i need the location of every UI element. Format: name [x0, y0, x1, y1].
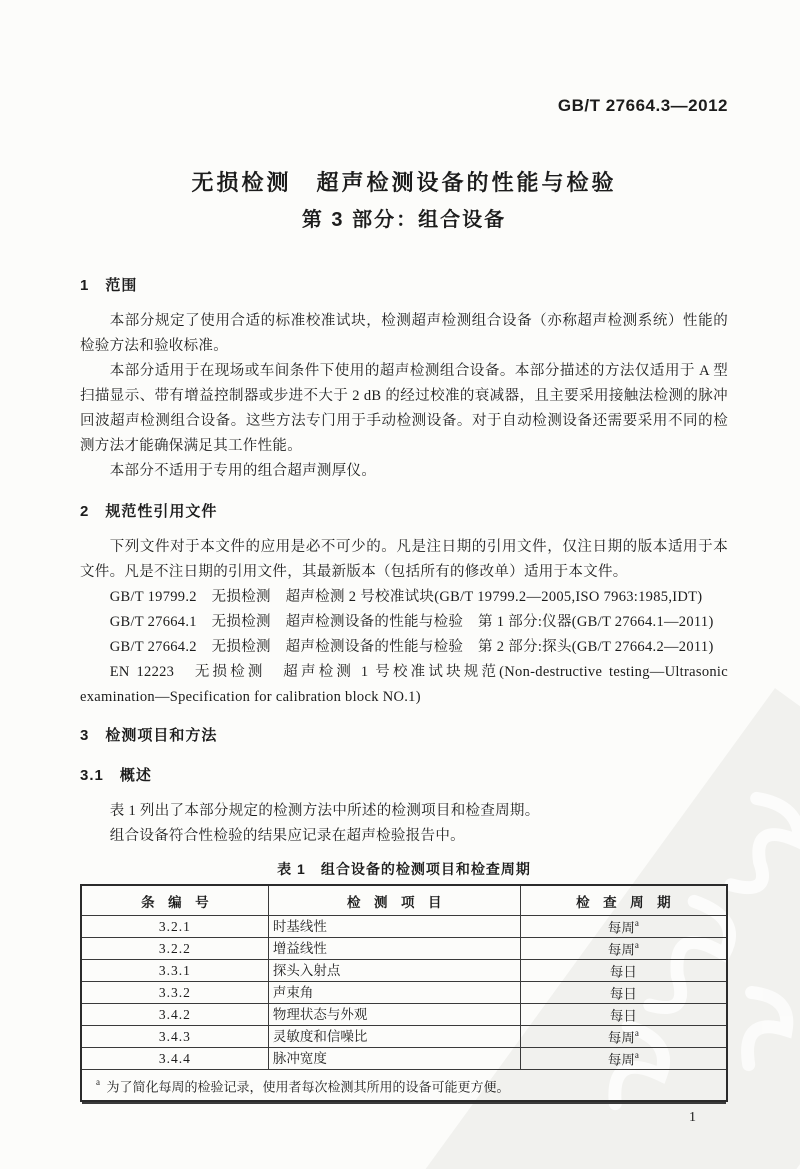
cell-period	[520, 982, 727, 1004]
table-row	[81, 1026, 727, 1048]
cell-period	[520, 960, 727, 982]
section-3-1-paragraph-1: 表 1 列出了本部分规定的检测方法中所述的检测项目和检查周期。	[109, 803, 540, 819]
section-3-1-paragraph-2: 组合设备符合性检验的结果应记录在超声检验报告中。	[109, 828, 465, 844]
footnote-marker: a	[634, 1050, 639, 1061]
section-2-heading: 2 规范性引用文件	[80, 503, 218, 520]
table-row	[81, 916, 727, 938]
table-footnote	[81, 1070, 727, 1102]
cell-clause: 3.3.1	[81, 960, 268, 982]
cell-period	[520, 1004, 727, 1026]
table-row	[81, 1048, 727, 1070]
section-1-paragraph-2: 本部分适用于在现场或车间条件下使用的超声检测组合设备。本部分描述的方法仅适用于 A 型扫描显示、带有增益控制器或步进不大于 2 dB 的经过校准的衰减器，且主要采用接触法检测的脉冲回波超声检测组合设备。这些方法专门用于手动检测设备。对于自动检测设备还需要采用不同的检测方法才能确保满足其工作性能。	[80, 363, 728, 454]
table-row	[81, 938, 727, 960]
footnote-marker: a	[634, 1028, 639, 1039]
table-header-clause: 条 编 号	[81, 885, 268, 916]
footnote-text: 为了简化每周的检验记录，使用者每次检测其所用的设备可能更方便。	[106, 1079, 510, 1095]
table-1-caption: 表 1 组合设备的检测项目和检查周期	[277, 861, 531, 877]
section-1-paragraph-1: 本部分规定了使用合适的标准校准试块，检测超声检测组合设备（亦称超声检测系统）性能的检验方法和验收标准。	[80, 313, 728, 354]
footnote-marker: a	[634, 918, 639, 929]
table-1	[80, 884, 728, 1102]
period-text: 每周	[607, 942, 635, 958]
period-text: 每日	[609, 986, 637, 1002]
reference-item-2: GB/T 27664.1 无损检测 超声检测设备的性能与检验 第 1 部分:仪器(GB/T 27664.1—2011)	[109, 614, 714, 630]
cell-period	[520, 916, 727, 938]
cell-item: 增益线性	[268, 938, 520, 960]
cell-period	[520, 1026, 727, 1048]
cell-period	[520, 938, 727, 960]
document-title-line2: 第 3 部分：组合设备	[301, 209, 507, 231]
table-row	[81, 982, 727, 1004]
reference-item-3: GB/T 27664.2 无损检测 超声检测设备的性能与检验 第 2 部分:探头(GB/T 27664.2—2011)	[109, 639, 714, 655]
section-2-paragraph-1: 下列文件对于本文件的应用是必不可少的。凡是注日期的引用文件，仅注日期的版本适用于本文件。凡是不注日期的引用文件，其最新版本（包括所有的修改单）适用于本文件。	[80, 539, 728, 580]
cell-clause: 3.2.2	[81, 938, 268, 960]
section-1-paragraph-3: 本部分不适用于专用的组合超声测厚仪。	[109, 463, 377, 479]
table-header-row	[81, 885, 727, 916]
page-number: 1	[689, 1110, 696, 1126]
cell-clause: 3.2.1	[81, 916, 268, 938]
cell-item: 时基线性	[268, 916, 520, 938]
cell-clause: 3.4.4	[81, 1048, 268, 1070]
reference-item-1: GB/T 19799.2 无损检测 超声检测 2 号校准试块(GB/T 19799.2—2005,ISO 7963:1985,IDT)	[109, 589, 703, 605]
period-text: 每日	[609, 964, 637, 980]
cell-item: 脉冲宽度	[268, 1048, 520, 1070]
period-text: 每周	[607, 1030, 635, 1046]
cell-item: 声束角	[268, 982, 520, 1004]
cell-clause: 3.4.3	[81, 1026, 268, 1048]
cell-item: 物理状态与外观	[268, 1004, 520, 1026]
period-text: 每周	[607, 1052, 635, 1068]
section-3-heading: 3 检测项目和方法	[80, 727, 218, 744]
table-header-item: 检 测 项 目	[268, 885, 520, 916]
table-row	[81, 1004, 727, 1026]
cell-period	[520, 1048, 727, 1070]
footnote-marker: a	[96, 1077, 100, 1087]
reference-item-4: EN 12223 无损检测 超声检测 1 号校准试块规范(Non-destructive testing—Ultrasonic examination—Specification for calibration block NO.1)	[80, 664, 728, 705]
cell-clause: 3.3.2	[81, 982, 268, 1004]
document-title-line1: 无损检测 超声检测设备的性能与检验	[191, 170, 617, 195]
section-3-1-heading: 3.1 概述	[80, 767, 152, 784]
footnote-marker: a	[634, 940, 639, 951]
table-row	[81, 960, 727, 982]
section-1-heading: 1 范围	[80, 277, 138, 294]
cell-clause: 3.4.2	[81, 1004, 268, 1026]
table-header-period: 检 查 周 期	[520, 885, 727, 916]
cell-item: 探头入射点	[268, 960, 520, 982]
cell-item: 灵敏度和信噪比	[268, 1026, 520, 1048]
table-footnote-row	[81, 1070, 727, 1102]
period-text: 每周	[607, 920, 635, 936]
standard-number: GB/T 27664.3—2012	[557, 96, 728, 115]
period-text: 每日	[609, 1008, 637, 1024]
